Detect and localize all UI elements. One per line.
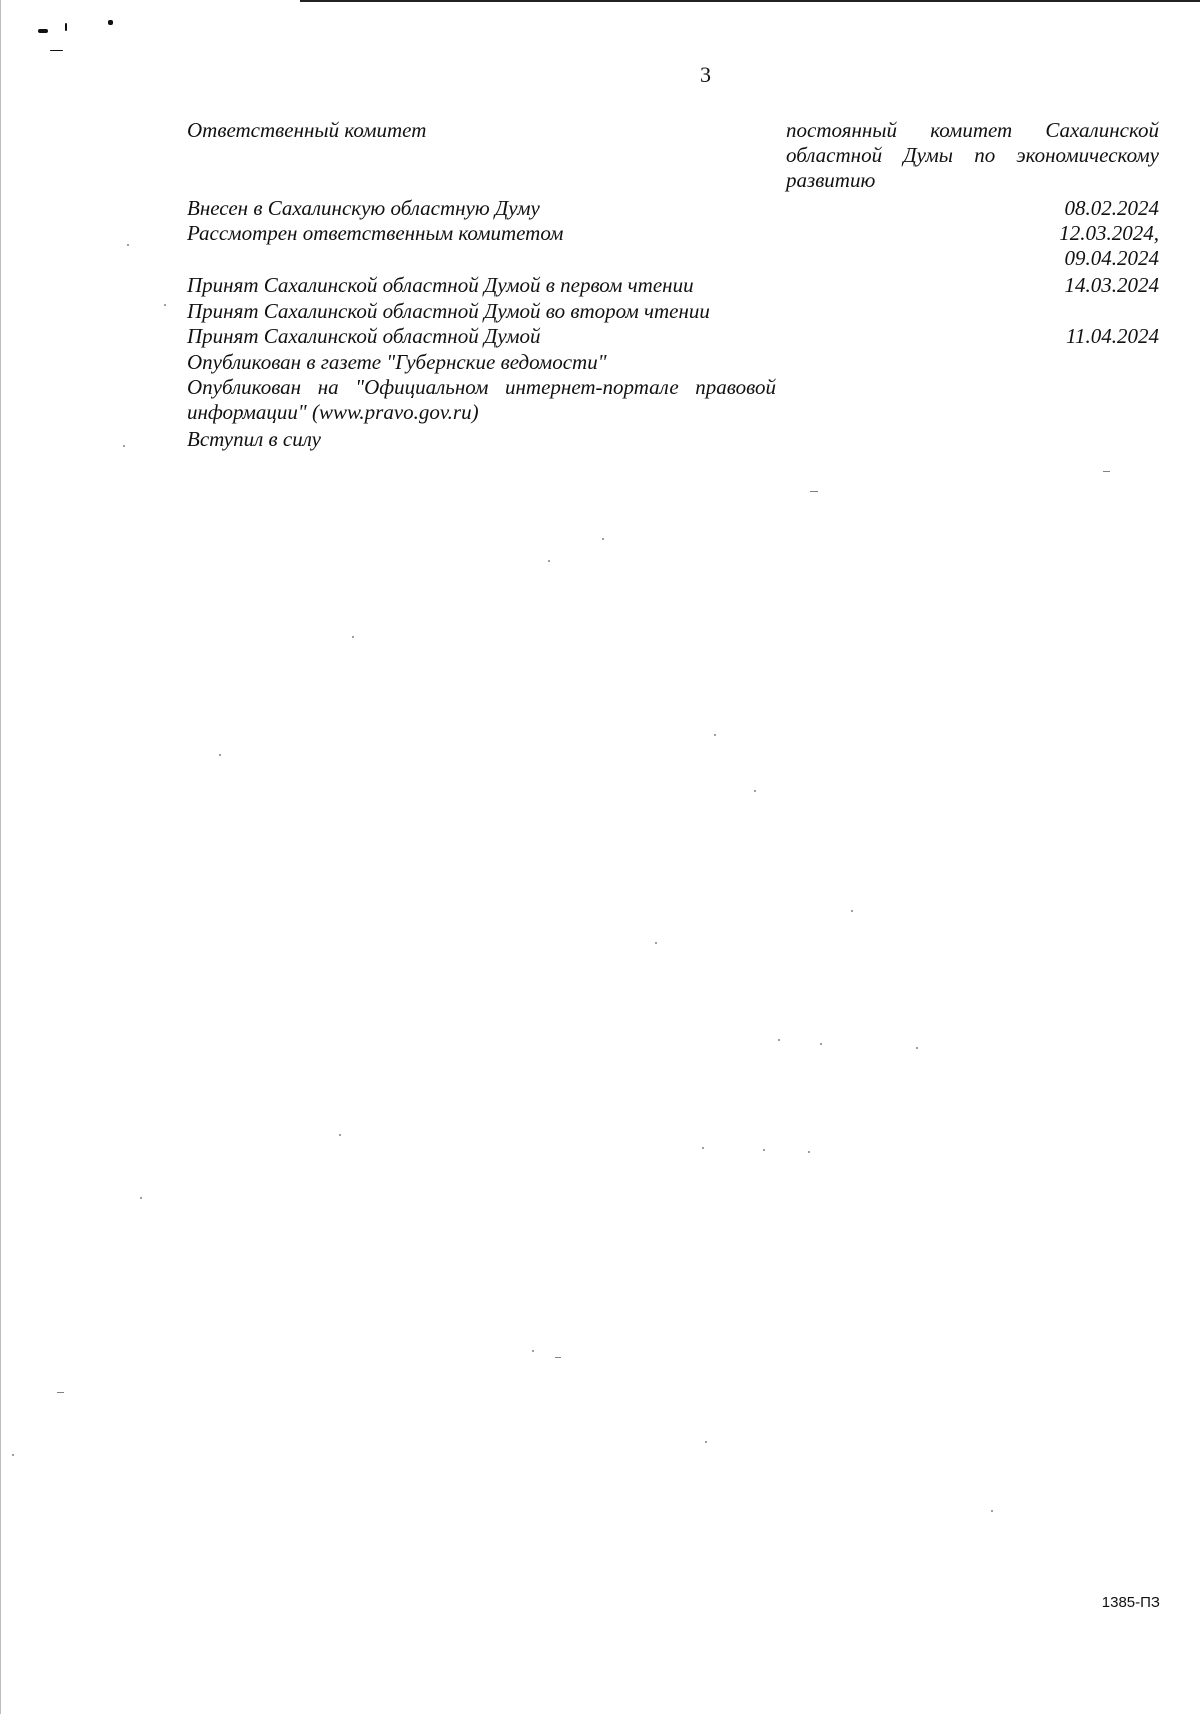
committee-word: Сахалинской	[1045, 118, 1159, 142]
second-reading-label: Принят Сахалинской областной Думой во втором чтении	[187, 299, 710, 323]
submitted-label: Внесен в Сахалинскую областную Думу	[187, 196, 540, 220]
newspaper-publication-label: Опубликован в газете "Губернские ведомости"	[187, 350, 607, 374]
scan-speck	[851, 910, 853, 912]
scan-speck	[352, 636, 354, 638]
scan-mark-right	[108, 20, 113, 25]
scan-speck	[219, 754, 221, 756]
scan-dash	[555, 1357, 561, 1358]
scan-speck	[754, 790, 756, 792]
committee-word: развитию	[786, 168, 876, 192]
scan-speck	[602, 538, 604, 540]
portal-word: "Официальном	[355, 375, 489, 399]
scan-mark-underline	[50, 50, 63, 51]
scan-speck	[991, 1510, 993, 1512]
committee-name-line-1	[786, 118, 1159, 143]
committee-word: областной	[786, 143, 883, 167]
adopted-date: 11.04.2024	[1066, 324, 1159, 348]
reviewed-date-1: 12.03.2024,	[1059, 221, 1159, 245]
portal-url-text: информации" (www.pravo.gov.ru)	[187, 400, 479, 424]
scan-speck	[12, 1454, 14, 1456]
scan-speck	[127, 244, 129, 246]
scan-speck	[655, 942, 657, 944]
scan-speck	[164, 304, 166, 306]
first-reading-date: 14.03.2024	[1064, 273, 1159, 297]
scan-dash	[810, 491, 818, 492]
entered-force-label: Вступил в силу	[187, 427, 321, 451]
first-reading-label: Принят Сахалинской областной Думой в первом чтении	[187, 273, 694, 297]
reviewed-label: Рассмотрен ответственным комитетом	[187, 221, 564, 245]
scan-speck	[916, 1047, 918, 1049]
committee-word: Думы	[903, 143, 954, 167]
page-number: 3	[700, 62, 711, 87]
scan-speck	[778, 1039, 780, 1041]
committee-label: Ответственный комитет	[187, 118, 427, 142]
scan-speck	[140, 1197, 142, 1199]
scan-speck	[532, 1350, 534, 1352]
submitted-date: 08.02.2024	[1064, 196, 1159, 220]
scan-mark-center	[65, 23, 67, 31]
scan-speck	[339, 1134, 341, 1136]
committee-word: по	[974, 143, 996, 167]
scan-speck	[763, 1149, 765, 1151]
portal-word: Опубликован	[187, 375, 302, 399]
reviewed-date-2: 09.04.2024	[1064, 246, 1159, 270]
committee-name-line-3	[786, 168, 1159, 193]
scan-speck	[714, 734, 716, 736]
scan-top-edge	[300, 0, 1200, 2]
portal-word: правовой	[695, 375, 776, 399]
portal-publication-line-1	[187, 375, 776, 400]
committee-name-line-2	[786, 143, 1159, 168]
portal-publication-label	[187, 375, 776, 425]
scan-speck	[123, 445, 125, 447]
portal-publication-line-2	[187, 400, 776, 425]
document-code: 1385-ПЗ	[1101, 1594, 1160, 1611]
scan-left-edge	[0, 0, 1, 1714]
committee-word: комитет	[930, 118, 1013, 142]
portal-word: интернет-портале	[505, 375, 679, 399]
portal-word: на	[317, 375, 339, 399]
scan-speck	[808, 1151, 810, 1153]
scan-speck	[548, 560, 550, 562]
scan-dash	[1103, 471, 1110, 472]
scan-mark-left	[38, 29, 48, 33]
adopted-label: Принят Сахалинской областной Думой	[187, 324, 541, 348]
committee-word: экономическому	[1016, 143, 1159, 167]
scan-speck	[820, 1043, 822, 1045]
committee-name	[786, 118, 1159, 193]
scan-dash	[57, 1392, 64, 1393]
scan-speck	[702, 1147, 704, 1149]
scan-speck	[705, 1441, 707, 1443]
committee-word: постоянный	[786, 118, 898, 142]
